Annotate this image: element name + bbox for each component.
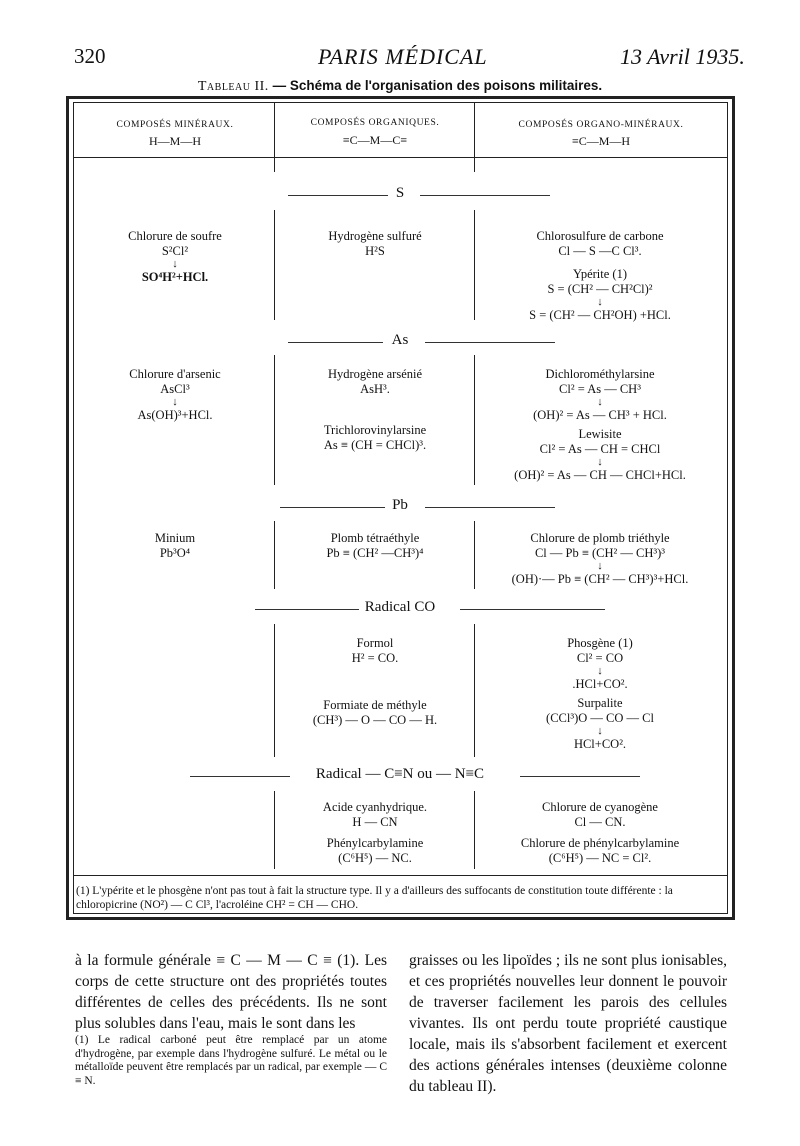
compound-formula: H — CN	[352, 815, 398, 829]
compound-name: Minium	[154, 531, 196, 545]
column-divider	[474, 355, 475, 485]
compound-name: Lewisite	[578, 427, 622, 441]
table-note: (1) L'ypérite et le phosgène n'ont pas tout à fait la structure type. Il y a d'ailleurs des suffocants de constitution toute différente : la chloropicrine (NO²) — C Cl³, l'acroléine CH² = CH — CHO.	[76, 885, 673, 911]
compound-formula: Cl² = As — CH = CHCl	[539, 442, 661, 456]
column-formula-organic: ≡C—M—C≡	[342, 133, 408, 147]
column-divider	[474, 210, 475, 320]
cell-as-organic	[280, 367, 470, 453]
column-formula-mineral: H—M—H	[148, 134, 201, 148]
section-header-as	[80, 332, 720, 352]
compound-formula: Pb ≡ (CH² —CH³)⁴	[326, 546, 424, 560]
section-label: Radical CO	[359, 599, 441, 615]
section-header-radical-cn	[80, 766, 720, 786]
column-divider	[274, 355, 275, 485]
body-text-left-column: à la formule générale ≡ C — M — C ≡ (1). Les corps de cette structure ont des propriétés toutes différentes de celles des précédents. Ils ne sont plus solubles dans l'eau, mais le sont dans les	[75, 952, 387, 1032]
compound-formula: (C⁶H⁵) — NC = Cl².	[548, 851, 652, 865]
reaction-product: (OH)² = As — CH — CHCl+HCl.	[514, 468, 686, 482]
column-divider	[474, 791, 475, 869]
compound-formula: Cl — S —C Cl³.	[558, 244, 642, 258]
reaction-arrow: ↓	[597, 296, 603, 308]
cell-pb-organic	[280, 531, 470, 561]
compound-name: Ypérite (1)	[572, 267, 628, 281]
cell-as-organomineral	[480, 367, 720, 483]
column-formula-organomineral: ≡C—M—H	[571, 134, 631, 148]
issue-date: 13 Avril 1935.	[620, 44, 745, 69]
cell-co-organomineral	[480, 636, 720, 752]
reaction-arrow: ↓	[172, 396, 178, 408]
reaction-product: (OH)² = As — CH³ + HCl.	[533, 408, 667, 422]
compound-name: Formiate de méthyle	[323, 698, 427, 712]
reaction-product: (OH)·— Pb ≡ (CH² — CH³)³+HCl.	[511, 572, 689, 586]
reaction-arrow: ↓	[597, 560, 603, 572]
reaction-product: S = (CH² — CH²OH) +HCl.	[529, 308, 671, 322]
cell-s-mineral	[80, 229, 270, 285]
compound-formula: H²S	[365, 244, 385, 258]
compound-name: Chlorure de soufre	[128, 229, 222, 243]
compound-name: Chlorure d'arsenic	[129, 367, 221, 381]
compound-name: Dichlorométhylarsine	[545, 367, 655, 381]
compound-formula: S²Cl²	[161, 244, 189, 258]
compound-formula: Cl² = As — CH³	[559, 382, 641, 396]
column-heading-mineral: COMPOSÉS MINÉRAUX.	[116, 120, 234, 130]
compound-formula: AsCl³	[160, 382, 190, 396]
compound-formula: H² = CO.	[351, 651, 399, 665]
compound-formula: S = (CH² — CH²Cl)²	[547, 282, 653, 296]
compound-name: Chlorure de cyanogène	[542, 800, 658, 814]
column-divider	[474, 103, 475, 172]
section-label: As	[386, 332, 415, 348]
column-divider	[274, 521, 275, 589]
reaction-arrow: ↓	[597, 725, 603, 737]
reaction-arrow: ↓	[172, 258, 178, 270]
reaction-arrow: ↓	[597, 396, 603, 408]
compound-formula: As ≡ (CH = CHCl)³.	[323, 438, 427, 452]
reaction-product: HCl+CO².	[573, 737, 627, 751]
compound-name: Chlorosulfure de carbone	[536, 229, 664, 243]
cell-pb-organomineral	[480, 531, 720, 587]
header-divider	[74, 157, 727, 158]
compound-name: Chlorure de plomb triéthyle	[530, 531, 670, 545]
column-divider	[274, 103, 275, 172]
section-label: Pb	[386, 497, 414, 513]
compound-name: Plomb tétraéthyle	[330, 531, 420, 545]
section-label: S	[390, 185, 410, 201]
reaction-product: SO⁴H²+HCl.	[141, 270, 209, 284]
cell-as-mineral	[80, 367, 270, 423]
compound-formula: Pb³O⁴	[159, 546, 191, 560]
compound-name: Hydrogène arsénié	[327, 367, 423, 381]
compound-name: Trichlorovinylarsine	[323, 423, 427, 437]
cell-co-organic	[280, 636, 470, 728]
compound-formula: (CH³) — O — CO — H.	[312, 713, 438, 727]
column-heading-organomineral: COMPOSÉS ORGANO-MINÉRAUX.	[518, 120, 684, 130]
compound-name: Acide cyanhydrique.	[322, 800, 428, 814]
compound-formula: (C⁶H⁵) — NC.	[338, 851, 412, 865]
table-caption-title: — Schéma de l'organisation des poisons militaires.	[268, 78, 603, 93]
compound-formula: Cl² = CO	[576, 651, 624, 665]
compound-name: Hydrogène sulfuré	[328, 229, 422, 243]
compound-name: Phosgène (1)	[567, 636, 633, 650]
cell-cn-organomineral	[480, 800, 720, 866]
reaction-product: As(OH)³+HCl.	[137, 408, 213, 422]
reaction-product: .HCl+CO².	[572, 677, 628, 691]
column-divider	[274, 624, 275, 757]
reaction-arrow: ↓	[597, 665, 603, 677]
column-divider	[474, 624, 475, 757]
compound-formula: Cl — CN.	[574, 815, 626, 829]
column-heading-organic: COMPOSÉS ORGANIQUES.	[310, 118, 440, 128]
reaction-arrow: ↓	[597, 456, 603, 468]
compound-name: Chlorure de phénylcarbylamine	[520, 836, 680, 850]
footnote: (1) Le radical carboné peut être remplacé par un atome d'hydrogène, par exemple dans l'hydrogène sulfuré. Le métal ou le métalloïde peuvent être remplacés par un radical, par exemple — C ≡ N.	[75, 1034, 387, 1087]
body-text-right-column: graisses ou les lipoïdes ; ils ne sont plus ionisables, et ces propriétés nouvelles leur donnent le pouvoir de traverser facilement les parois des cellules vivantes. Ils ont perdu toute propriété caustique locale, mais ils s'absorbent facilement et exercent des actions générales intenses (deuxième colonne du tableau II).	[409, 952, 727, 1095]
page-number: 320	[74, 44, 106, 68]
column-divider	[274, 791, 275, 869]
compound-formula: (CCl³)O — CO — Cl	[546, 711, 654, 725]
section-header-radical-co	[80, 599, 720, 619]
cell-s-organomineral	[480, 229, 720, 323]
compound-name: Formol	[356, 636, 394, 650]
section-label: Radical — C≡N ou — N≡C	[310, 766, 490, 782]
compound-formula: AsH³.	[360, 382, 390, 396]
section-header-pb	[80, 497, 720, 517]
cell-s-organic	[280, 229, 470, 259]
note-divider	[74, 875, 727, 876]
cell-pb-mineral	[80, 531, 270, 561]
compound-formula: Cl — Pb ≡ (CH² — CH³)³	[534, 546, 666, 560]
journal-title: PARIS MÉDICAL	[318, 44, 488, 69]
compound-name: Phénylcarbylamine	[326, 836, 424, 850]
column-divider	[274, 210, 275, 320]
column-divider	[474, 521, 475, 589]
table-caption	[0, 78, 800, 95]
compound-name: Surpalite	[577, 696, 623, 710]
cell-cn-organic	[280, 800, 470, 866]
table-caption-prefix: Tableau II.	[197, 79, 269, 94]
section-header-s	[80, 185, 720, 205]
